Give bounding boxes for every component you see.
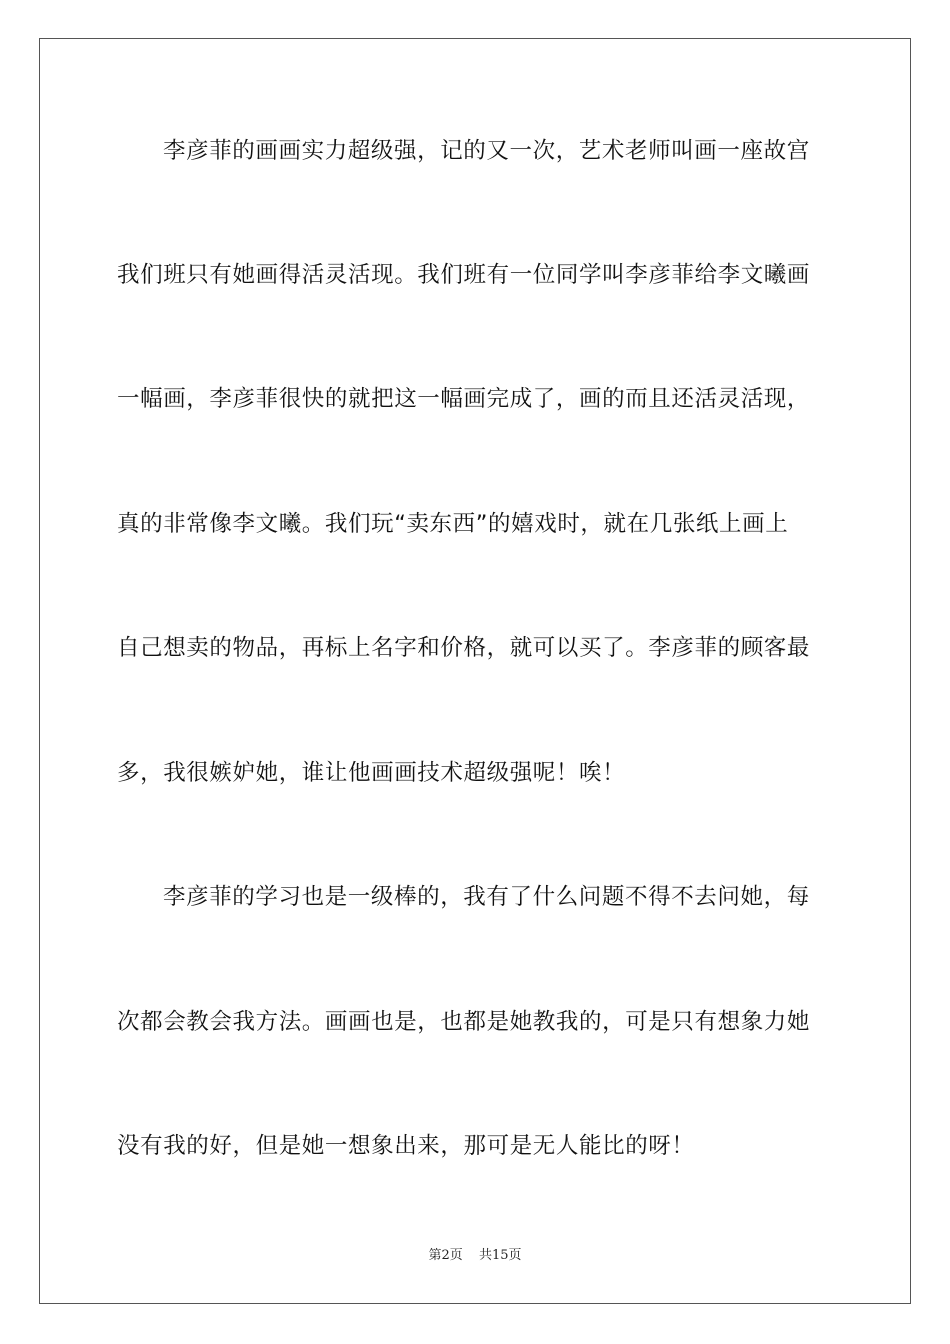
paragraph-line: 真的非常像李文曦。我们玩“卖东西”的嬉戏时，就在几张纸上画上 bbox=[117, 511, 789, 537]
paragraph-line: 我们班只有她画得活灵活现。我们班有一位同学叫李彦菲给李文曦画 bbox=[117, 262, 811, 288]
paragraph-line: 没有我的好，但是她一想象出来，那可是无人能比的呀！ bbox=[117, 1133, 695, 1159]
paragraph-line: 次都会教会我方法。画画也是，也都是她教我的，可是只有想象力她 bbox=[117, 1009, 811, 1035]
paragraph-line: 自己想卖的物品，再标上名字和价格，就可以买了。李彦菲的顾客最 bbox=[117, 635, 811, 661]
paragraph-line: 李彦菲的画画实力超级强，记的又一次，艺术老师叫画一座故宫 bbox=[163, 138, 810, 164]
page-footer bbox=[0, 1247, 950, 1265]
paragraph-line: 多，我很嫉妒她，谁让他画画技术超级强呢！唉！ bbox=[117, 760, 626, 786]
page-number: 第2页 bbox=[428, 1248, 463, 1263]
page-border bbox=[39, 38, 911, 1304]
page-total: 共15页 bbox=[478, 1248, 522, 1263]
paragraph-line: 一幅画，李彦菲很快的就把这一幅画完成了，画的而且还活灵活现， bbox=[117, 386, 811, 412]
paragraph-line: 李彦菲的学习也是一级棒的，我有了什么问题不得不去问她，每 bbox=[163, 884, 810, 910]
